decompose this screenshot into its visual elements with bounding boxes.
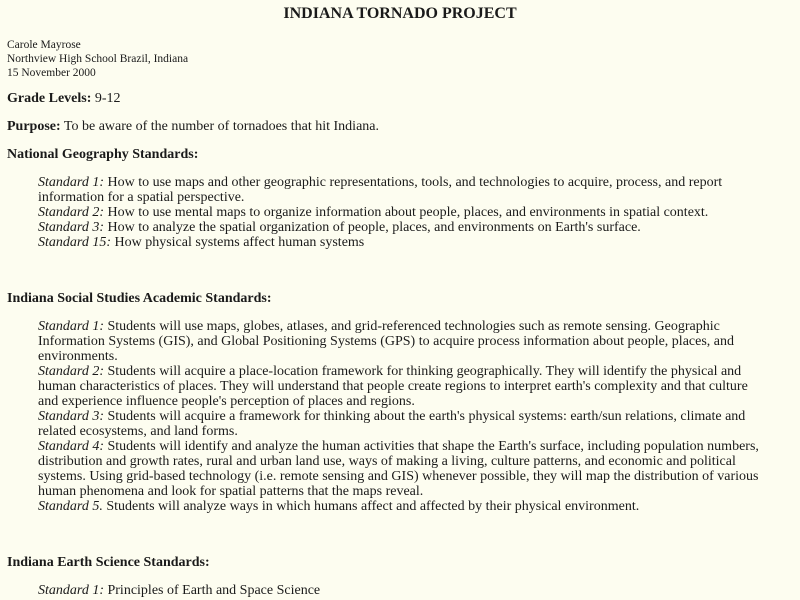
- standard-item: Standard 2: How to use mental maps to organize information about people, places, and environments in spatial context.: [38, 205, 709, 220]
- page-title: INDIANA TORNADO PROJECT: [283, 5, 517, 22]
- national-geography-list: [38, 175, 763, 250]
- standard-item: Standard 1: Students will use maps, globes, atlases, and grid-referenced technologies such as remote sensing. Geographic Information Systems (GIS), and Global Positioning Systems (GPS) to acquire process information about people, places, and environments.: [38, 319, 735, 364]
- grade-levels-label: Grade Levels:: [7, 91, 92, 106]
- national-geography-heading: National Geography Standards:: [7, 147, 199, 162]
- purpose-label: Purpose:: [7, 119, 61, 134]
- standard-item: Standard 5. Students will analyze ways in which humans affect and affected by their physical environment.: [38, 499, 640, 514]
- purpose-value: To be aware of the number of tornadoes that hit Indiana.: [63, 119, 379, 134]
- author-school: Northview High School Brazil, Indiana: [7, 53, 189, 65]
- author-info: [7, 38, 188, 80]
- standard-item: Standard 1: How to use maps and other geographic representations, tools, and technologies to acquire, process, and report information for a spatial perspective.: [38, 175, 723, 205]
- standard-item: Standard 1: Principles of Earth and Space Science: [38, 583, 321, 598]
- author-date: 15 November 2000: [7, 67, 96, 79]
- purpose: [7, 119, 379, 135]
- grade-levels: [7, 91, 121, 107]
- standard-item: Standard 15: How physical systems affect human systems: [38, 235, 365, 250]
- standard-item: Standard 3: Students will acquire a framework for thinking about the earth's physical systems: earth/sun relations, climate and related ecosystems, and land forms.: [38, 409, 746, 439]
- standard-item: Standard 3: How to analyze the spatial organization of people, places, and environments on Earth's surface.: [38, 220, 641, 235]
- social-studies-list: [38, 319, 763, 514]
- earth-science-list: [38, 583, 763, 598]
- earth-science-heading: Indiana Earth Science Standards:: [7, 555, 210, 570]
- author-name: Carole Mayrose: [7, 39, 81, 51]
- social-studies-heading: Indiana Social Studies Academic Standards:: [7, 291, 272, 306]
- standard-item: Standard 4: Students will identify and analyze the human activities that shape the Earth's surface, including population numbers, distribution and growth rates, rural and urban land use, ways of making a living, culture patterns, and economic and political systems. Using grid-based technology (i.e. remote sensing and GIS) whenever possible, they will map the distribution of various human phenomena and look for spatial patterns that the maps reveal.: [38, 439, 759, 499]
- standard-item: Standard 2: Students will acquire a place-location framework for thinking geographically. They will identify the physical and human characteristics of places. They will understand that people create regions to interpret earth's complexity and that culture and experience influence people's perception of places and regions.: [38, 364, 748, 409]
- grade-levels-value: 9-12: [94, 91, 121, 106]
